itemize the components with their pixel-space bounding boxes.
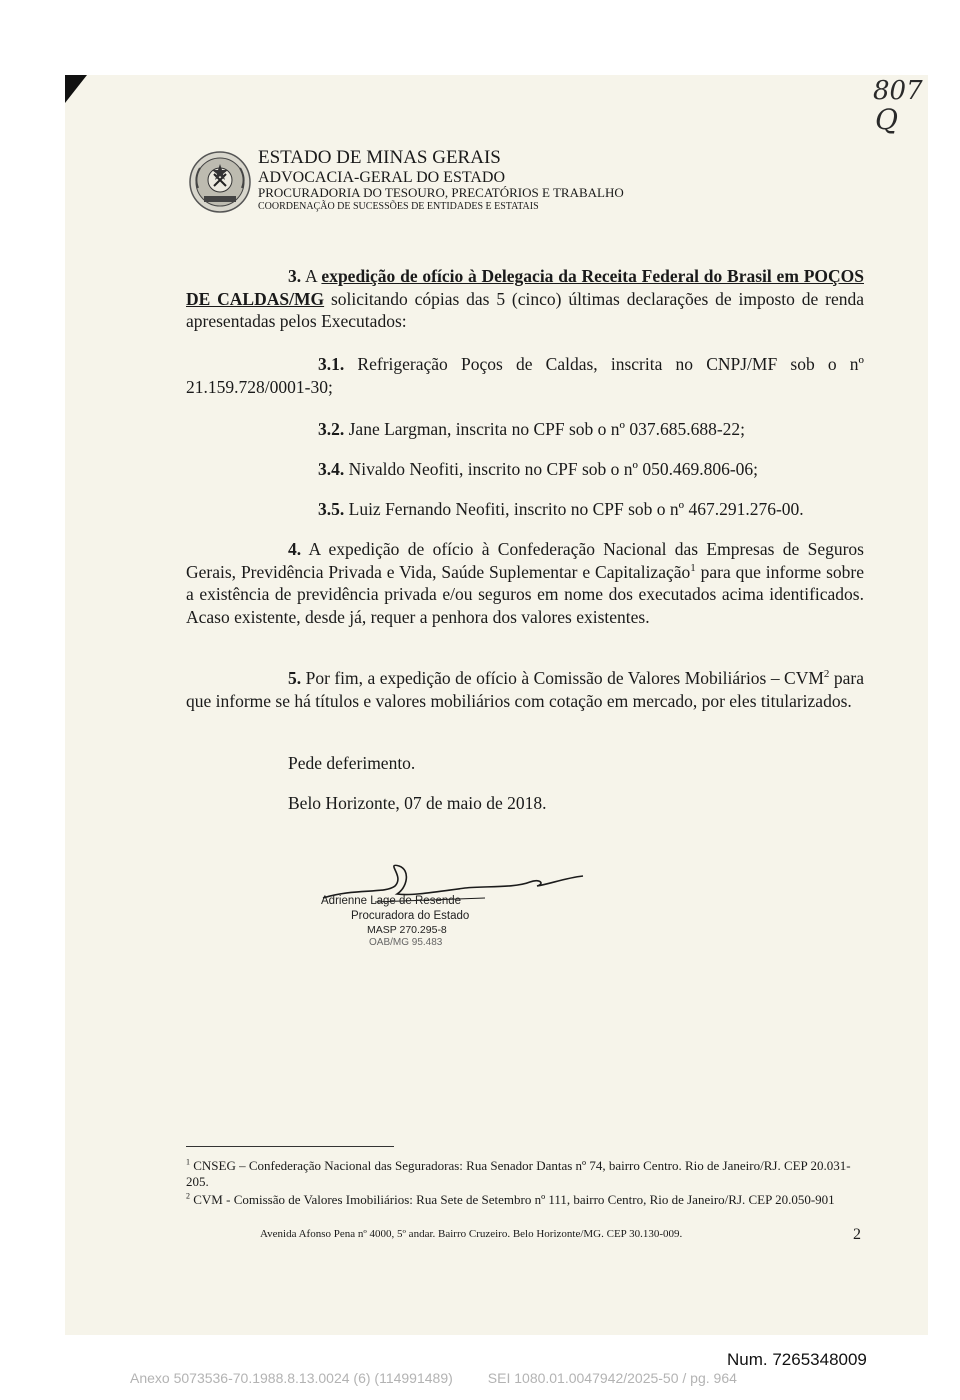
subitem-text: Nivaldo Neofiti, inscrito no CPF sob o nº 050.469.806-06; — [344, 459, 759, 479]
footnote-1 — [186, 1158, 864, 1190]
subitem-3-4 — [186, 458, 864, 481]
subitem-number: 3.2. — [318, 419, 345, 439]
handwritten-folio — [873, 78, 933, 134]
signer-name: Adrienne Lage de Resende — [321, 895, 462, 907]
subitem-3-2 — [186, 418, 864, 441]
letterhead — [258, 148, 624, 212]
subitem-text: Jane Largman, inscrita no CPF sob o nº 037.685.688-22; — [344, 419, 746, 439]
item-4-text-a: A expedição de ofício à Confederação Nacional das Empresas de Seguros Gerais, Previdência Privada e Vida, Saúde Suplementar e Capitalização — [186, 539, 864, 582]
signer-masp: MASP 270.295-8 — [367, 924, 447, 936]
item-5-text-b: para que informe se há títulos e valores mobiliários com cotação em mercado, por eles titularizados. — [186, 668, 864, 711]
footnote-ref-1: 1 — [690, 561, 696, 574]
signature-block — [315, 858, 615, 958]
footer-address: Avenida Afonso Pena nº 4000, 5º andar. Bairro Cruzeiro. Belo Horizonte/MG. CEP 30.130-009. — [260, 1228, 683, 1240]
letterhead-office: ADVOCACIA-GERAL DO ESTADO — [258, 168, 505, 186]
footnote-2 — [186, 1192, 864, 1208]
closing-request: Pede deferimento. — [288, 753, 416, 773]
paragraph-item-5 — [186, 667, 864, 712]
paragraph-item-3 — [186, 265, 864, 333]
subitem-number: 3.1. — [318, 354, 345, 374]
item-3-rest: solicitando cópias das 5 (cinco) últimas declarações de imposto de renda apresentadas pelos Executados: — [186, 288, 864, 331]
subitem-number: 3.4. — [318, 459, 345, 479]
item-4-text-b: para que informe sobre a existência de previdência privada e/ou seguros em nome dos executados acima identificados. Acaso existente, desde já, requer a penhora dos valores existentes. — [186, 561, 864, 627]
item-3-intro: A — [304, 266, 322, 286]
document-number: Num. 7265348009 — [727, 1350, 867, 1369]
letterhead-state: ESTADO DE MINAS GERAIS — [258, 147, 501, 168]
subitem-text: Luiz Fernando Neofiti, inscrito no CPF sob o nº 467.291.276-00. — [344, 499, 804, 519]
subitem-number: 3.5. — [318, 499, 345, 519]
footnote-mark: 1 — [186, 1157, 190, 1167]
scan-corner-mark — [65, 75, 87, 103]
letterhead-coordenacao: COORDENAÇÃO DE SUCESSÕES DE ENTIDADES E ESTATAIS — [258, 200, 539, 212]
folio-initial: Q — [875, 103, 898, 136]
item-4-number: 4. — [288, 539, 302, 559]
item-3-underlined: expedição de ofício à Delegacia da Receita Federal do Brasil em POÇOS DE CALDAS/MG — [186, 266, 864, 309]
state-coat-of-arms-icon — [188, 150, 252, 214]
footnote-mark: 2 — [186, 1191, 190, 1201]
item-3-number: 3. — [288, 266, 302, 286]
paragraph-item-4 — [186, 538, 864, 628]
footnote-ref-2: 2 — [823, 668, 830, 681]
subitem-3-5 — [186, 498, 864, 521]
item-5-text-a: Por fim, a expedição de ofício à Comissão de Valores Mobiliários – CVM — [301, 668, 824, 688]
footnote-divider — [186, 1146, 394, 1147]
footnote-text: CNSEG – Confederação Nacional das Seguradoras: Rua Senador Dantas nº 74, bairro Centro. Rio de Janeiro/RJ. CEP 20.031-205. — [186, 1158, 851, 1189]
subitem-text: Refrigeração Poços de Caldas, inscrita no CNPJ/MF sob o nº 21.159.728/0001-30; — [186, 354, 864, 397]
subitem-3-1 — [186, 353, 864, 398]
item-5-number: 5. — [288, 668, 302, 688]
sei-reference: Anexo 5073536-70.1988.8.13.0024 (6) (114991489) SEI 1080.01.0047942/2025-50 / pg. 964 — [130, 1370, 737, 1386]
footnote-text: CVM - Comissão de Valores Imobiliários: Rua Sete de Setembro nº 111, bairro Centro, Rio de Janeiro/RJ. CEP 20.050-901 — [193, 1192, 835, 1207]
folio-number: 807 — [873, 76, 923, 106]
letterhead-procuradoria: PROCURADORIA DO TESOURO, PRECATÓRIOS E TRABALHO — [258, 185, 624, 201]
page-number: 2 — [853, 1226, 861, 1243]
signer-title: Procuradora do Estado — [351, 910, 470, 922]
closing-place-date: Belo Horizonte, 07 de maio de 2018. — [288, 793, 547, 813]
signer-oab: OAB/MG 95.483 — [369, 937, 443, 948]
